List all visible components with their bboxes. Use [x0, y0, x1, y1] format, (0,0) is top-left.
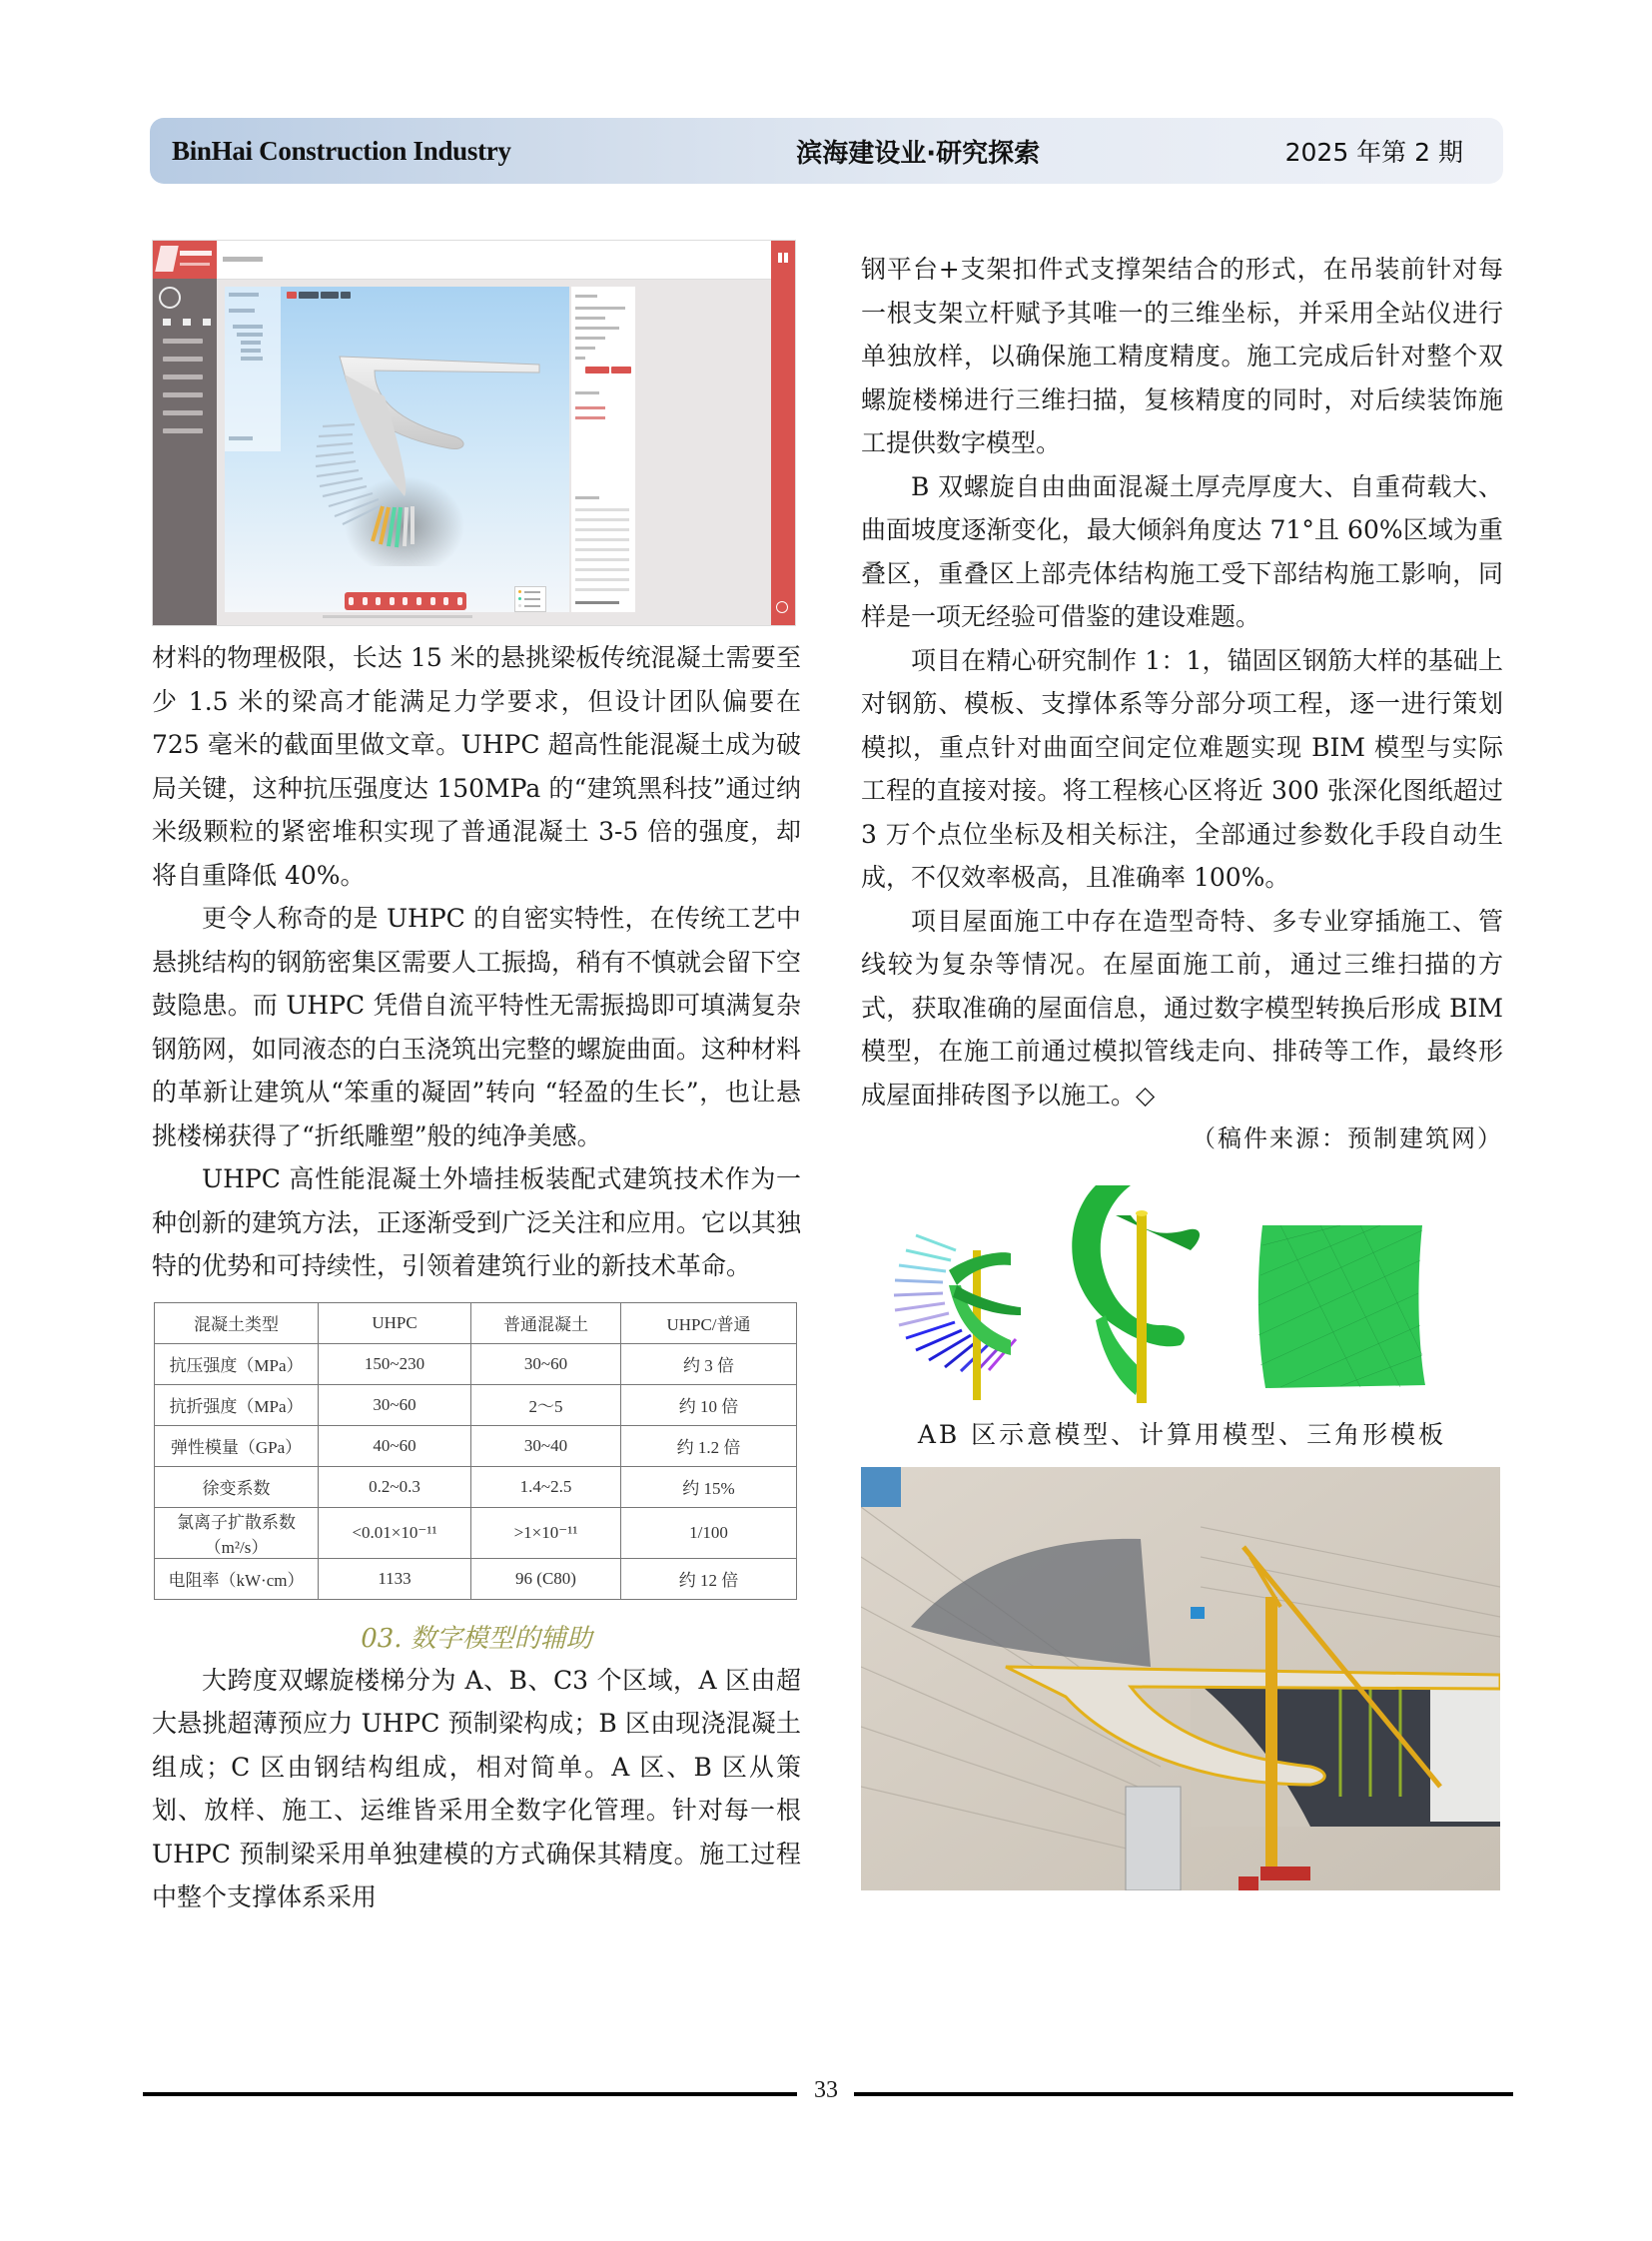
list-line — [575, 518, 629, 521]
component-info-panel — [571, 287, 635, 612]
table-cell: 40~60 — [319, 1425, 471, 1466]
paragraph: 项目在精心研究制作 1：1，锚固区钢筋大样的基础上对钢筋、模板、支撑体系等分部分项工程，逐一进行策划模拟，重点针对曲面空间定位难题实现 BIM 模型与实际工程的直接对接。将工程核心区将近 300 张深化图纸超过 3 万个点位坐标及相关标注，全部通过参数化手段自动生成，不仅效率极高，且准确率 100%。 — [861, 645, 1503, 892]
table-cell: 氯离子扩散系数（m²/s） — [155, 1507, 319, 1558]
tree-row — [229, 309, 255, 313]
table-cell: 2～5 — [471, 1384, 621, 1425]
list-line — [575, 538, 629, 541]
triangular-formwork-model — [1258, 1225, 1425, 1388]
table-header-row — [155, 1302, 797, 1343]
table-header-cell: UHPC — [319, 1302, 471, 1343]
paragraph: 钢平台+支架扣件式支撑架结合的形式，在吊装前针对每一根支架立杆赋予其唯一的三维坐标，并采用全站仪进行单独放样，以确保施工精度精度。施工完成后针对整个双螺旋楼梯进行三维扫描，复核精度的同时，对后续装饰施工提供数字模型。 — [861, 255, 1503, 457]
section-heading: 03. 数字模型的辅助 — [361, 1623, 592, 1654]
info-line — [575, 391, 599, 394]
footer-rule-right — [854, 2092, 1513, 2096]
sidebar-item — [163, 392, 203, 397]
table-cell: 1.4~2.5 — [471, 1466, 621, 1507]
table-cell: 约 12 倍 — [621, 1558, 797, 1599]
info-line — [575, 327, 619, 330]
table-cell: 30~40 — [471, 1425, 621, 1466]
schematic-model — [894, 1235, 1021, 1400]
sidebar-item — [163, 428, 203, 433]
table-header-cell: 混凝土类型 — [155, 1302, 319, 1343]
table-cell: 96 (C80) — [471, 1558, 621, 1599]
info-line — [575, 295, 597, 298]
sidebar-item — [163, 374, 203, 379]
table-cell: 约 1.2 倍 — [621, 1425, 797, 1466]
table-cell: >1×10⁻¹¹ — [471, 1507, 621, 1558]
table-row — [155, 1466, 797, 1507]
table-cell: 弹性模量（GPa） — [155, 1425, 319, 1466]
table-cell: 1/100 — [621, 1507, 797, 1558]
figure-caption: AB 区示意模型、计算用模型、三角形模板 — [917, 1420, 1447, 1449]
tree-row — [237, 333, 263, 337]
list-line — [575, 548, 629, 551]
page-number: 33 — [814, 2077, 838, 2103]
table-row — [155, 1343, 797, 1384]
section-name: 滨海建设业·研究探索 — [796, 138, 1041, 169]
list-line — [575, 508, 629, 511]
app-sidebar — [153, 279, 217, 625]
tree-row — [241, 357, 263, 361]
table-cell: <0.01×10⁻¹¹ — [319, 1507, 471, 1558]
paragraph: 大跨度双螺旋楼梯分为 A、B、C3 个区域，A 区由超大悬挑超薄预应力 UHPC 预制梁构成；B 区由现浇混凝土组成；C 区由钢结构组成，相对简单。A 区、B 区从策划、放样、施工、运维皆采用全数字化管理。针对每一根 UHPC 预制梁采用单独建模的方式确保其精度。施工过程中整个支撑体系采用 — [152, 1665, 801, 1911]
sidebar-quick-icons — [163, 319, 211, 326]
viewer-tabs — [287, 292, 351, 299]
table-cell: 30~60 — [319, 1384, 471, 1425]
app-copyright-line — [323, 615, 472, 618]
table-row — [155, 1384, 797, 1425]
sidebar-item — [163, 339, 203, 344]
panel-red-button — [611, 367, 631, 374]
pagination-line — [575, 601, 619, 604]
table-header-cell: 普通混凝土 — [471, 1302, 621, 1343]
list-line — [575, 578, 629, 581]
table-cell: 0.2~0.3 — [319, 1466, 471, 1507]
panel-red-button — [585, 367, 609, 374]
tree-row — [241, 341, 261, 345]
sidebar-item — [163, 410, 203, 415]
table-row — [155, 1507, 797, 1558]
platform-logo — [153, 241, 217, 279]
tree-row — [229, 293, 259, 297]
file-link-line — [575, 416, 605, 419]
list-line — [575, 558, 629, 561]
table-cell: 1133 — [319, 1558, 471, 1599]
list-line — [575, 568, 629, 571]
comparison-table — [154, 1302, 797, 1600]
table-cell: 30~60 — [471, 1343, 621, 1384]
table-cell: 150~230 — [319, 1343, 471, 1384]
sidebar-item — [163, 357, 203, 362]
right-column — [861, 248, 1503, 1894]
component-tree-panel — [225, 287, 281, 451]
construction-site-photo — [861, 1467, 1500, 1890]
info-line — [575, 347, 595, 350]
helix-stair-model — [285, 327, 554, 566]
paragraph: B 双螺旋自由曲面混凝土厚壳厚度大、自重荷载大、曲面坡度逐渐变化，最大倾斜角度达 71°且 60%区域为重叠区，重叠区上部壳体结构施工受下部结构施工影响，同样是一项无经验可借鉴的建设难题。 — [861, 471, 1503, 631]
running-header — [150, 118, 1503, 184]
paragraph: 更令人称奇的是 UHPC 的自密实特性，在传统工艺中悬挑结构的钢筋密集区需要人工振捣，稍有不慎就会留下空鼓隐患。而 UHPC 凭借自流平特性无需振捣即可填满复杂钢筋网，如同液态的白玉浇筑出完整的螺旋曲面。这种材料的革新让建筑从“笨重的凝固”转向 “轻盈的生长”，也让悬挑楼梯获得了“折纸雕塑”般的纯净美感。 — [152, 904, 802, 1150]
source-credit: （稿件来源：预制建筑网） — [1192, 1124, 1503, 1152]
project-name-placeholder — [223, 257, 263, 262]
status-legend — [514, 586, 546, 612]
table-cell: 徐变系数 — [155, 1466, 319, 1507]
page-footer — [143, 2077, 1513, 2110]
info-line — [575, 337, 605, 340]
list-line — [575, 528, 629, 531]
table-row — [155, 1425, 797, 1466]
info-line — [575, 317, 605, 320]
footer-rule-left — [143, 2092, 797, 2096]
issue-number: 2025 年第 2 期 — [1284, 138, 1463, 167]
paragraph: 材料的物理极限，长达 15 米的悬挑梁板传统混凝土需要至少 1.5 米的梁高才能满足力学要求，但设计团队偏要在 725 毫米的截面里做文章。UHPC 超高性能混凝土成为破局关键，这种抗压强度达 150MPa 的“建筑黑科技”通过纳米级颗粒的紧密堆积实现了普通混凝土 3-5 倍的强度，却将自重降低 40%。 — [152, 643, 801, 890]
tree-row — [241, 349, 261, 353]
left-column — [152, 240, 801, 1919]
tree-row — [233, 325, 263, 329]
add-circle-icon — [776, 601, 788, 613]
table-header-cell: UHPC/普通 — [621, 1302, 797, 1343]
3d-model-viewer — [225, 287, 569, 612]
info-line — [575, 357, 585, 360]
viewer-toolbar — [345, 592, 466, 610]
ab-zone-models-figure — [861, 1175, 1503, 1405]
paragraph: 项目屋面施工中存在造型奇特、多专业穿插施工、管线较为复杂等情况。在屋面施工前，通过三维扫描的方式，获取准确的屋面信息，通过数字模型转换后形成 BIM 模型，在施工前通过模拟管线走向、排砖等工作，最终形成屋面排砖图予以施工。◇ — [861, 906, 1503, 1110]
computation-model — [1072, 1185, 1200, 1403]
table-cell: 电阻率（kW·cm） — [155, 1558, 319, 1599]
info-line — [575, 307, 625, 310]
user-avatar-icon — [159, 287, 181, 309]
bim-platform-screenshot — [152, 240, 796, 626]
table-cell: 抗压强度（MPa） — [155, 1343, 319, 1384]
apps-grid-icon — [778, 253, 788, 263]
table-row — [155, 1558, 797, 1599]
app-right-strip — [771, 241, 795, 625]
table-cell: 约 3 倍 — [621, 1343, 797, 1384]
paragraph: UHPC 高性能混凝土外墙挂板装配式建筑技术作为一种创新的建筑方法，正逐渐受到广泛关注和应用。它以其独特的优势和可持续性，引领着建筑行业的新技术革命。 — [152, 1164, 802, 1280]
table-cell: 约 15% — [621, 1466, 797, 1507]
table-cell: 约 10 倍 — [621, 1384, 797, 1425]
tree-row — [229, 436, 253, 440]
list-line — [575, 588, 629, 591]
info-line — [575, 496, 599, 499]
file-link-line — [575, 406, 605, 409]
table-cell: 抗折强度（MPa） — [155, 1384, 319, 1425]
publication-name: BinHai Construction Industry — [172, 135, 511, 166]
